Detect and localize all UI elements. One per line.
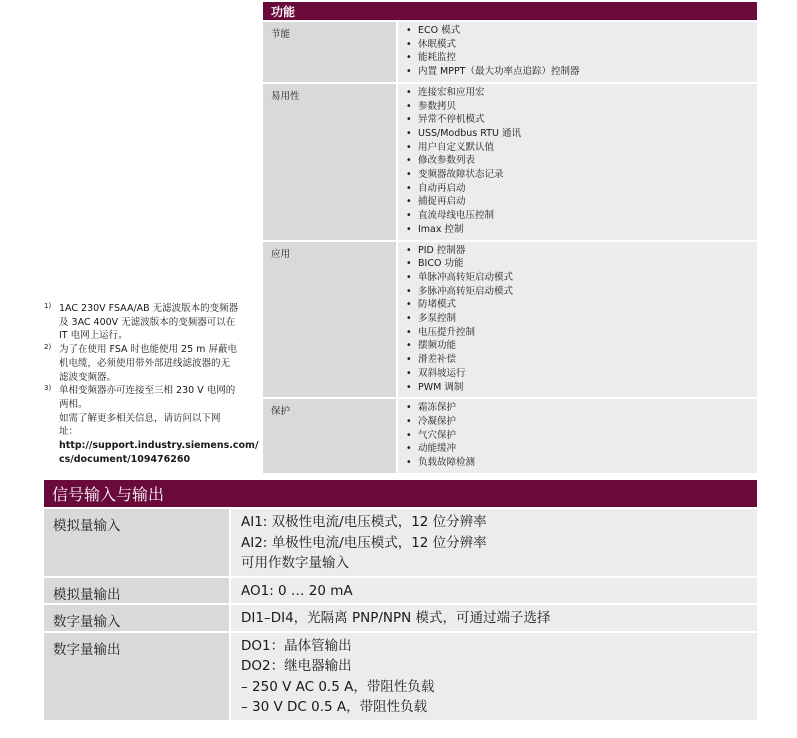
signals-row-analog-output — [44, 578, 757, 606]
signal-line: AI2: 单极性电流/电压模式，12 位分辨率 — [241, 534, 487, 551]
list-item: • PWM 调制 — [406, 381, 757, 395]
url-line[interactable]: http://support.industry.siemens.com/ — [59, 440, 259, 452]
list-item: • 参数拷贝 — [406, 100, 757, 114]
signals-row-analog-input — [44, 509, 757, 578]
features-row-protection — [263, 399, 757, 475]
feature-list — [406, 24, 757, 79]
footnote-line: 1AC 230V FSAA/AB 无滤波版本的变频器 — [59, 303, 239, 314]
footnotes — [44, 302, 258, 466]
list-item: • 单脉冲高转矩启动模式 — [406, 271, 757, 285]
signal-line: 可用作数字量输入 — [241, 555, 349, 571]
signal-category-label: 数字量输入 — [44, 605, 229, 631]
footnote-line: 如需了解更多相关信息，请访问以下网 — [59, 412, 221, 424]
list-item: • 用户自定义默认值 — [406, 141, 757, 155]
list-item: • 滑差补偿 — [406, 353, 757, 367]
url-line[interactable]: cs/document/109476260 — [59, 453, 191, 465]
footnote-marker: 1) — [44, 302, 52, 310]
feature-category-label: 应用 — [263, 242, 396, 398]
footnote-line: 两相。 — [59, 398, 88, 410]
signal-line: AO1: 0 … 20 mA — [241, 582, 353, 599]
footnote-line: 址： — [59, 426, 79, 438]
feature-category-label: 节能 — [263, 22, 396, 82]
signal-line: DO2：继电器输出 — [241, 658, 352, 674]
list-item: • 变频器故障状态记录 — [406, 168, 757, 182]
signal-line: DI1–DI4，光隔离 PNP/NPN 模式，可通过端子选择 — [241, 610, 551, 626]
feature-category-label: 保护 — [263, 399, 396, 473]
list-item: • PID 控制器 — [406, 244, 757, 258]
footnote-line: 滤波变频器。 — [59, 371, 117, 383]
list-item: • USS/Modbus RTU 通讯 — [406, 127, 757, 141]
list-item: • 多泵控制 — [406, 312, 757, 326]
signals-row-digital-input — [44, 605, 757, 633]
footnote-line: 为了在使用 FSA 时也能使用 25 m 屏蔽电 — [59, 344, 237, 356]
footnote-marker: 3) — [44, 384, 52, 393]
signal-line: – 30 V DC 0.5 A，带阻性负载 — [241, 699, 428, 715]
list-item: • 冷凝保护 — [406, 415, 757, 429]
signals-header: 信号输入与输出 — [44, 480, 757, 509]
list-item: • 防堵模式 — [406, 298, 757, 312]
feature-list — [406, 86, 757, 237]
list-item: • 能耗监控 — [406, 51, 757, 65]
list-item: • 动能缓冲 — [406, 442, 757, 456]
signal-line: – 250 V AC 0.5 A，带阻性负载 — [241, 678, 435, 695]
list-item: • 双斜坡运行 — [406, 367, 757, 381]
features-table — [263, 2, 757, 475]
list-item: • 电压提升控制 — [406, 326, 757, 340]
signals-row-digital-output — [44, 633, 757, 722]
signal-line: AI1: 双极性电流/电压模式，12 位分辨率 — [241, 514, 487, 530]
footnote-2 — [44, 343, 258, 384]
more-info-text — [44, 412, 258, 439]
list-item: • 休眠模式 — [406, 38, 757, 52]
list-item: • ECO 模式 — [406, 24, 757, 38]
list-item: • 修改参数列表 — [406, 154, 757, 168]
list-item: • 自动再启动 — [406, 182, 757, 196]
signal-category-label: 模拟量输出 — [44, 578, 229, 604]
list-item: • 连接宏和应用宏 — [406, 86, 757, 100]
list-item: • BICO 功能 — [406, 257, 757, 271]
list-item: • 负载故障检测 — [406, 456, 757, 470]
feature-category-label: 易用性 — [263, 84, 396, 240]
signal-category-label: 数字量输出 — [44, 633, 229, 720]
footnote-1 — [44, 302, 258, 343]
feature-list — [406, 244, 757, 395]
footnote-line: 单相变频器亦可连接至三相 230 V 电网的 — [59, 385, 236, 397]
list-item: • 霜冻保护 — [406, 401, 757, 415]
features-row-energy-saving — [263, 22, 757, 84]
features-row-application — [263, 242, 757, 400]
features-header: 功能 — [263, 2, 757, 22]
signal-category-label: 模拟量输入 — [44, 509, 229, 576]
list-item: • 直流母线电压控制 — [406, 209, 757, 223]
list-item: • 捕捉再启动 — [406, 195, 757, 209]
list-item: • 气穴保护 — [406, 429, 757, 443]
signal-line: DO1：晶体管输出 — [241, 637, 352, 654]
features-row-usability — [263, 84, 757, 242]
list-item: • 异常不停机模式 — [406, 113, 757, 127]
feature-list — [406, 401, 757, 470]
list-item: • 内置 MPPT（最大功率点追踪）控制器 — [406, 65, 757, 79]
list-item: • 摆频功能 — [406, 339, 757, 353]
list-item: • Imax 控制 — [406, 223, 757, 237]
list-item: • 多脉冲高转矩启动模式 — [406, 285, 757, 299]
footnote-line: IT 电网上运行。 — [59, 330, 128, 342]
footnote-3 — [44, 384, 258, 411]
footnote-line: 机电缆，必须使用带外部进线滤波器的无 — [59, 357, 231, 369]
signals-table — [44, 480, 757, 722]
footnote-line: 及 3AC 400V 无滤波版本的变频器可以在 — [59, 316, 236, 328]
support-url-link[interactable] — [44, 439, 258, 466]
footnote-marker: 2) — [44, 343, 52, 352]
